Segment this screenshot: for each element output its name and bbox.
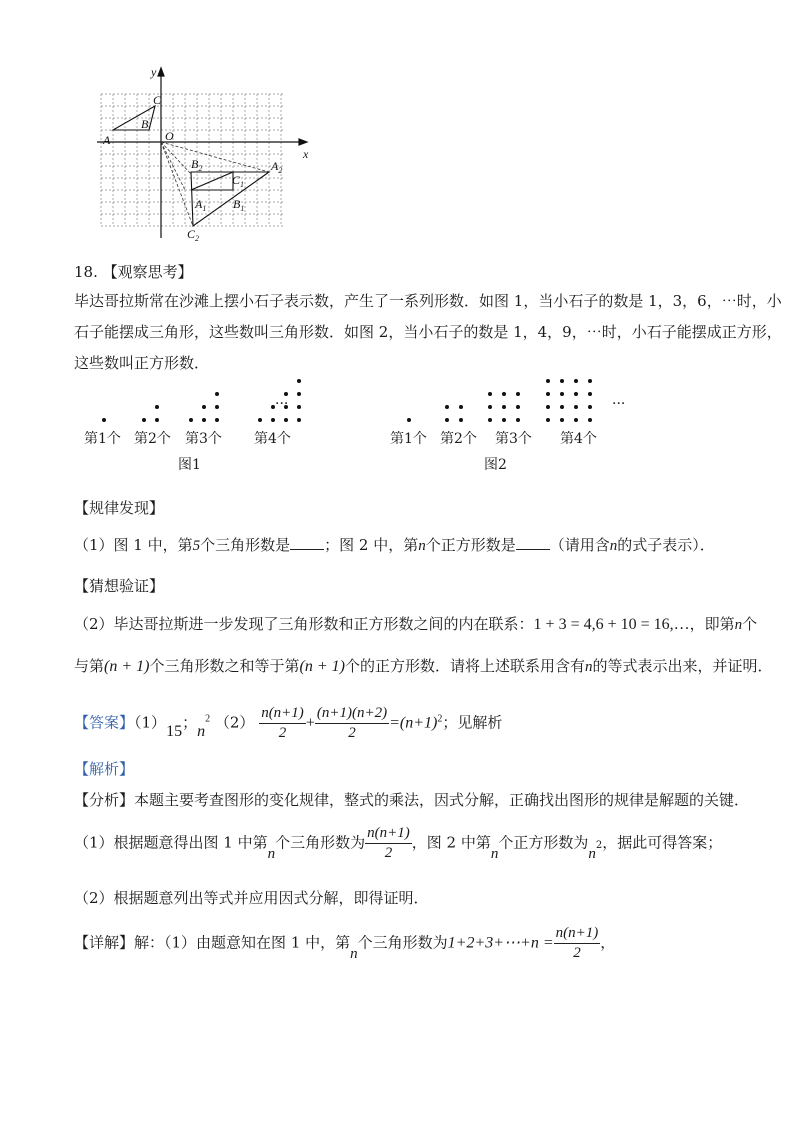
- analysis-tag: 【解析】: [74, 760, 135, 778]
- blank-2[interactable]: [516, 535, 550, 550]
- point-a2-label: $A_2$: [271, 159, 283, 175]
- point-b2-label: $B_2$: [191, 157, 203, 173]
- point-c1-label: $C_1$: [232, 173, 245, 189]
- fig1-label-4: 第4个: [254, 431, 291, 447]
- fig1-label-3: 第3个: [185, 431, 222, 447]
- answer-line: 【答案】（1）15；$n^2$ （2） $\frac{n(n+1)}{2}$ + $\frac{(n+1)(n+2)}{2}$ $=(n+1)^2$；见解析: [74, 705, 503, 741]
- analysis-line1: （1）根据题意得出图 1 中第n个三角形数为 $\frac{n(n+1)}{2}$ ，图 2 中第n个正方形数为$n^2$，据此可得答案；: [74, 825, 723, 862]
- analysis-summary: 【分析】本题主要考查图形的变化规律，整式的乘法，因式分解，正确找出图形的规律是解题的关键．: [74, 791, 750, 809]
- section-pattern-title: 【规律发现】: [74, 499, 165, 517]
- fig2-label-3: 第3个: [495, 431, 532, 447]
- fig2-caption: 图2: [484, 457, 507, 473]
- part1-question: （1）图 1 中，第5个三角形数是 ；图 2 中，第n个正方形数是 （请用含n的式子表示）．: [74, 536, 715, 554]
- answer-fraction-2: $\frac{(n+1)(n+2)}{2}$: [316, 705, 388, 741]
- q18-intro-line3: 这些数叫正方形数．: [74, 354, 210, 372]
- answer-fraction-1: $\frac{n(n+1)}{2}$: [261, 705, 304, 741]
- fig1-label-1: 第1个: [84, 431, 121, 447]
- fig2-label-1: 第1个: [390, 431, 427, 447]
- fig2-label-4: 第4个: [560, 431, 597, 447]
- figure-2-dots: [385, 372, 625, 424]
- point-a-label: A: [103, 133, 111, 147]
- point-c2-label: $C_2$: [187, 227, 200, 242]
- point-b1-label: $B_1$: [233, 197, 245, 213]
- analysis-fraction: $\frac{n(n+1)}{2}$: [367, 825, 410, 861]
- axis-y-label: y: [151, 65, 157, 79]
- answer-tag: 【答案】: [74, 713, 135, 732]
- axis-x-label: x: [303, 147, 309, 161]
- blank-1[interactable]: [290, 535, 324, 550]
- point-b-label: B: [141, 117, 149, 131]
- detail-line: 【详解】解：（1）由题意知在图 1 中，第n个三角形数为1+2+3+⋯+n = $\frac{n(n+1)}{2}$ ，: [74, 925, 616, 962]
- fig1-label-2: 第2个: [134, 431, 171, 447]
- point-a1-label: $A_1$: [195, 197, 207, 213]
- part2-line1: （2）毕达哥拉斯进一步发现了三角形数和正方形数之间的内在联系：1 + 3 = 4,6 + 10 = 16,…，即第n个: [74, 615, 758, 633]
- q18-title: 18. 【观察思考】: [74, 263, 193, 281]
- point-c-label: C: [153, 93, 162, 107]
- fig2-label-2: 第2个: [440, 431, 477, 447]
- fig1-caption: 图1: [178, 457, 201, 473]
- part2-line2: 与第(n + 1)个三角形数之和等于第(n + 1)个的正方形数．请将上述联系用含有n的等式表示出来，并证明．: [74, 657, 773, 675]
- section-verify-title: 【猜想验证】: [74, 577, 165, 595]
- coordinate-figure: [95, 62, 320, 242]
- q18-intro-line2: 石子能摆成三角形，这些数叫三角形数．如图 2，当小石子的数是 1，4，9，⋯时，小石子能摆成正方形，: [74, 323, 782, 341]
- detail-fraction: $\frac{n(n+1)}{2}$: [555, 925, 599, 961]
- fig2-ellipsis: ···: [612, 396, 626, 412]
- q18-intro-line1: 毕达哥拉斯常在沙滩上摆小石子表示数，产生了一系列形数．如图 1，当小石子的数是 1，3，6，⋯时，小: [74, 292, 782, 310]
- fig1-ellipsis: ···: [275, 396, 289, 412]
- origin-label: O: [165, 129, 174, 143]
- analysis-line2: （2）根据题意列出等式并应用因式分解，即得证明．: [74, 889, 429, 907]
